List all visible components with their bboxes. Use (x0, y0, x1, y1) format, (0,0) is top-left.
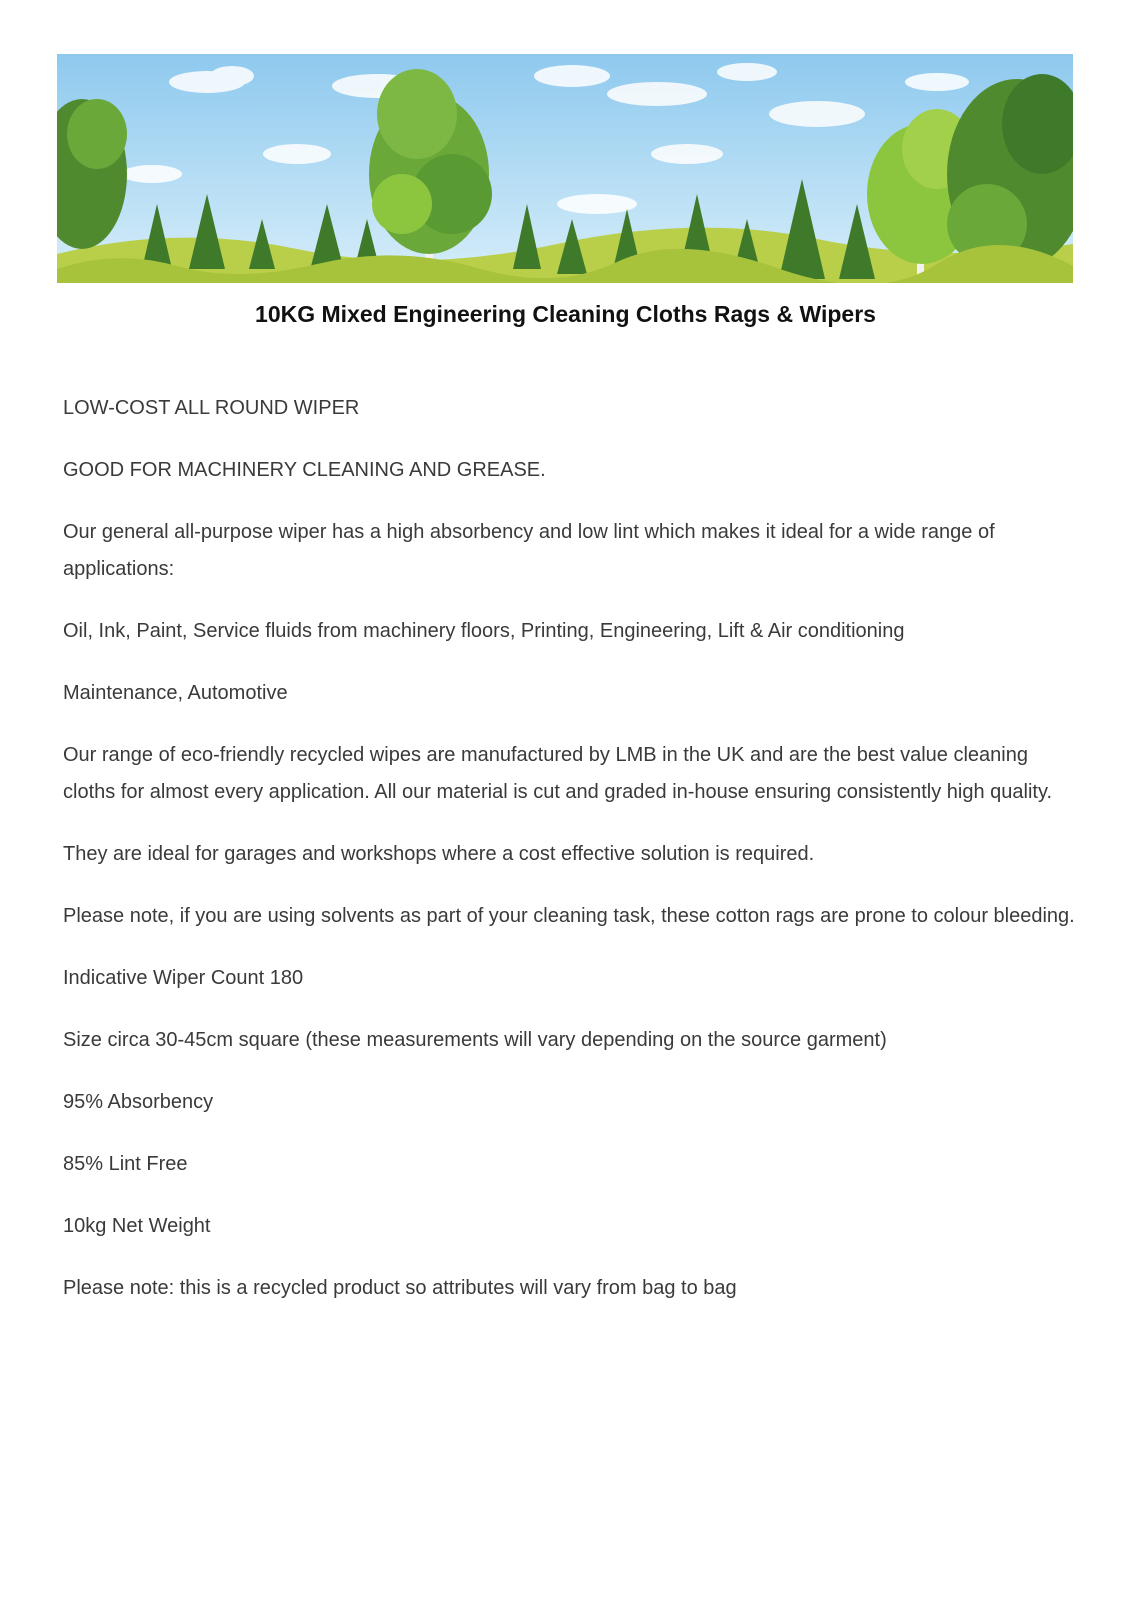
paragraph: Maintenance, Automotive (63, 682, 288, 704)
paragraph: 85% Lint Free (63, 1153, 188, 1175)
paragraph: Indicative Wiper Count 180 (63, 967, 304, 989)
paragraph: Size circa 30-45cm square (these measurements will vary depending on the source garment) (63, 1029, 887, 1051)
paragraph: GOOD FOR MACHINERY CLEANING AND GREASE. (63, 459, 546, 481)
paragraph: Oil, Ink, Paint, Service fluids from machinery floors, Printing, Engineering, Lift & Air conditioning (63, 620, 905, 642)
paragraph: Our general all-purpose wiper has a high absorbency and low lint which makes it ideal for a wide range of applications: (63, 521, 995, 580)
forest-landscape-icon (57, 54, 1073, 283)
paragraph: 10kg Net Weight (63, 1215, 211, 1237)
paragraph: They are ideal for garages and workshops where a cost effective solution is required. (63, 843, 815, 865)
paragraph: Our range of eco-friendly recycled wipes are manufactured by LMB in the UK and are the best value cleaning cloths for almost every application. All our material is cut and graded in-house ensuring consistently high quality. (63, 744, 1053, 803)
paragraph: Please note, if you are using solvents as part of your cleaning task, these cotton rags are prone to colour bleeding. (63, 905, 1075, 927)
paragraph: Please note: this is a recycled product so attributes will vary from bag to bag (63, 1277, 737, 1299)
forest-banner (57, 54, 1073, 283)
page-title: 10KG Mixed Engineering Cleaning Cloths Rags & Wipers (255, 301, 876, 327)
product-description (63, 390, 1078, 1332)
paragraph: LOW-COST ALL ROUND WIPER (63, 397, 360, 419)
paragraph: 95% Absorbency (63, 1091, 214, 1113)
